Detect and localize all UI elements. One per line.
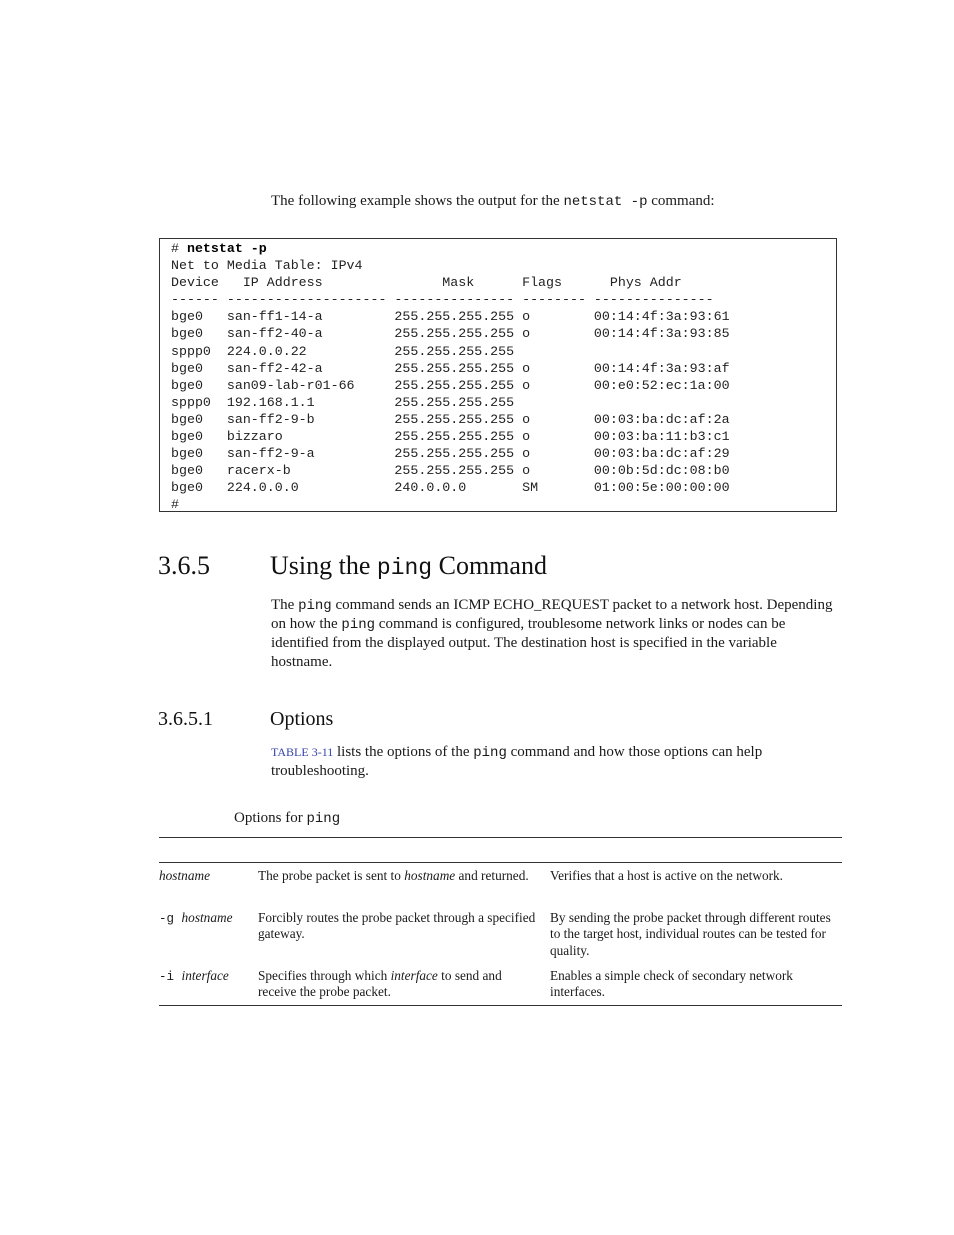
- code-prompt: #: [171, 241, 187, 256]
- code-line: bge0 bizzaro 255.255.255.255 o 00:03:ba:11:b3:c1: [171, 429, 730, 445]
- code-line: bge0 san09-lab-r01-66 255.255.255.255 o 00:e0:52:ec:1a:00: [171, 377, 730, 393]
- desc-italic: interface: [390, 968, 438, 983]
- para-text: lists the options of the: [333, 744, 474, 760]
- para-code: ping: [298, 598, 332, 614]
- usage-cell: By sending the probe packet through different routes to the target host, individual routes can be tested for quality.: [550, 910, 831, 958]
- subsection-number: 3.6.5.1: [158, 708, 213, 730]
- subsection-title: Options: [270, 708, 334, 730]
- option-cell: [159, 968, 255, 985]
- description-cell: [258, 910, 538, 943]
- code-line: Net to Media Table: IPv4: [171, 258, 363, 274]
- code-line: sppp0 224.0.0.22 255.255.255.255: [171, 343, 515, 359]
- subsection-paragraph: [271, 743, 841, 780]
- code-line: bge0 racerx-b 255.255.255.255 o 00:0b:5d:dc:08:b0: [171, 463, 730, 479]
- usage-cell: Enables a simple check of secondary network interfaces.: [550, 968, 793, 1000]
- para-code: ping: [341, 617, 376, 634]
- code-command: netstat -p: [186, 241, 267, 256]
- para-text: command is configured, troublesome network links or nodes can be identified from the displayed output. The destination host is specified in the variable hostname.: [271, 616, 786, 670]
- intro-code: netstat -p: [563, 194, 648, 210]
- desc-text: The probe packet is sent to: [258, 868, 405, 883]
- usage-cell: Verifies that a host is active on the network.: [550, 868, 784, 883]
- option-argument: hostname: [159, 868, 210, 883]
- code-line: bge0 san-ff2-42-a 255.255.255.255 o 00:14:4f:3a:93:af: [171, 360, 730, 376]
- para-code: ping: [473, 745, 507, 761]
- desc-italic: hostname: [404, 868, 456, 883]
- code-line: bge0 san-ff2-9-b 255.255.255.255 o 00:03:ba:dc:af:2a: [171, 411, 730, 427]
- code-line: bge0 san-ff2-9-a 255.255.255.255 o 00:03:ba:dc:af:29: [171, 446, 730, 462]
- option-code: -i: [159, 970, 182, 984]
- para-text: The: [271, 597, 299, 613]
- section-paragraph: [271, 596, 841, 671]
- desc-text: to send and receive the probe packet.: [258, 968, 502, 1000]
- table-bottom-rule: [159, 1005, 842, 1006]
- para-text: command sends an ICMP ECHO_REQUEST packet to a network host. Depending on how the: [271, 597, 833, 633]
- code-line: ------ -------------------- --------------- -------- ---------------: [171, 292, 714, 308]
- option-cell: [159, 868, 255, 885]
- caption-text: Options for: [234, 810, 307, 826]
- caption-code: ping: [306, 811, 341, 827]
- desc-text: and returned.: [455, 868, 529, 883]
- code-line: Device IP Address Mask Flags Phys Addr: [171, 275, 682, 291]
- intro-text-after: command:: [647, 193, 715, 209]
- code-line: sppp0 192.168.1.1 255.255.255.255: [171, 394, 515, 410]
- table-header-rule: [159, 862, 842, 863]
- para-text: command and how those options can help troubleshooting.: [271, 744, 763, 780]
- code-line: bge0 224.0.0.0 240.0.0.0 SM 01:00:5e:00:00:00: [171, 480, 730, 496]
- description-cell: [258, 868, 538, 884]
- option-cell: [159, 910, 255, 927]
- table-reference-link[interactable]: TABLE 3-11: [271, 745, 334, 759]
- code-line: bge0 san-ff2-40-a 255.255.255.255 o 00:14:4f:3a:93:85: [171, 326, 730, 342]
- section-number: 3.6.5: [158, 551, 210, 580]
- section-title-code: ping: [376, 555, 433, 581]
- code-line: bge0 san-ff1-14-a 255.255.255.255 o 00:14:4f:3a:93:61: [171, 309, 730, 325]
- option-code: -g: [159, 912, 182, 926]
- section-title-text-after: Command: [432, 551, 547, 580]
- intro-paragraph: [271, 192, 841, 211]
- section-title-text: Using the: [270, 551, 377, 580]
- desc-text: Specifies through which: [258, 968, 391, 983]
- description-cell: [258, 968, 538, 1001]
- section-title: [270, 548, 547, 586]
- option-argument: hostname: [181, 910, 233, 925]
- table-caption: [234, 809, 340, 828]
- intro-text-before: The following example shows the output for the: [271, 193, 564, 209]
- option-argument: interface: [181, 968, 229, 983]
- code-listing: [171, 239, 836, 514]
- table-top-rule: [159, 837, 842, 838]
- code-line: #: [171, 497, 179, 513]
- desc-text: Forcibly routes the probe packet through a specified gateway.: [258, 910, 536, 942]
- code-example-box: [159, 238, 837, 512]
